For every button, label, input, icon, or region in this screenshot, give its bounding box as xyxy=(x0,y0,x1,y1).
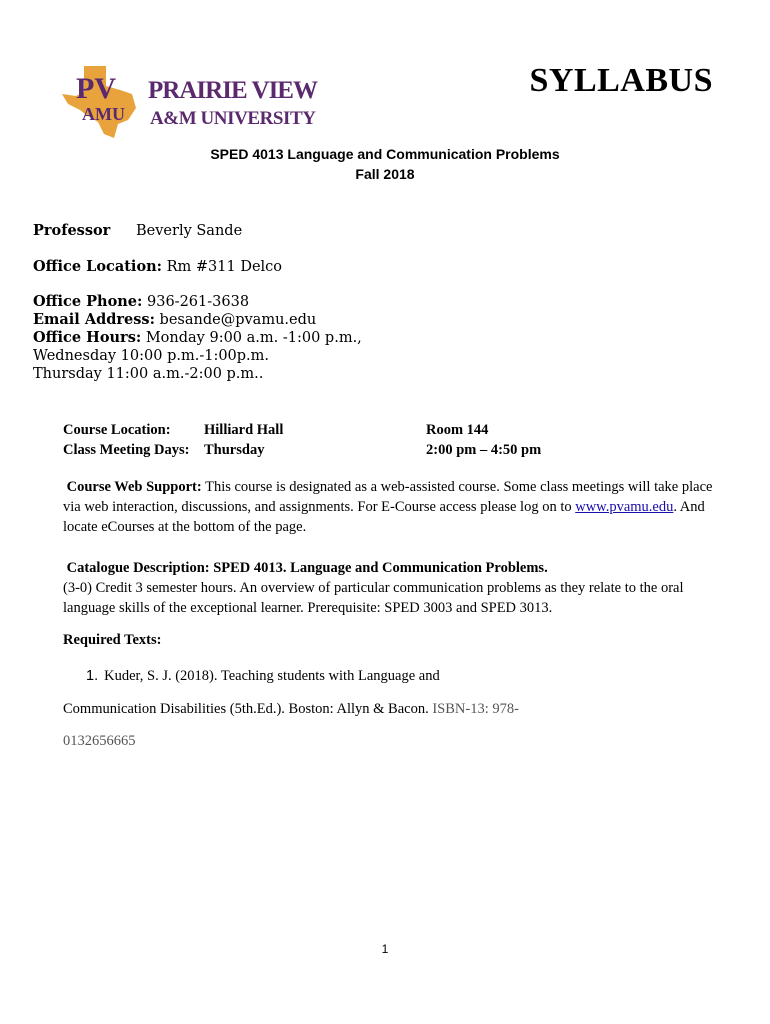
item-number: 1. xyxy=(86,668,99,684)
contact-block xyxy=(33,293,362,383)
required-text-line1-text: Kuder, S. J. (2018). Teaching students with Language and xyxy=(104,668,440,684)
svg-text:AMU: AMU xyxy=(82,104,125,124)
office-phone-row xyxy=(33,293,362,311)
course-info-table xyxy=(63,420,663,460)
professor-name: Beverly Sande xyxy=(136,223,243,239)
office-phone-value: 936-261-3638 xyxy=(147,294,250,310)
office-location-value: Rm #311 Delco xyxy=(166,259,283,275)
office-hours-line3: Thursday 11:00 a.m.-2:00 p.m.. xyxy=(33,366,264,382)
required-text-line1 xyxy=(86,668,440,685)
web-support-text2: . And locate eCourses at the bottom of the page. xyxy=(63,499,705,535)
office-phone-label: Office Phone: xyxy=(33,293,143,310)
term: Fall 2018 xyxy=(355,166,415,182)
office-hours-row xyxy=(33,329,362,347)
logo-line1: PRAIRIE VIEW xyxy=(148,77,318,104)
room-value: Room 144 xyxy=(426,422,489,438)
web-support-paragraph xyxy=(63,477,713,537)
course-title: SPED 4013 Language and Communication Problems xyxy=(210,146,560,162)
pvamu-link[interactable]: www.pvamu.edu xyxy=(575,499,674,515)
isbn-part2: 0132656665 xyxy=(63,733,136,749)
course-location-value: Hilliard Hall xyxy=(204,422,284,438)
professor-row xyxy=(33,222,242,239)
office-hours-line2: Wednesday 10:00 p.m.-1:00p.m. xyxy=(33,348,270,364)
email-value: besande@pvamu.edu xyxy=(159,312,317,328)
meeting-time-value: 2:00 pm – 4:50 pm xyxy=(426,442,542,458)
professor-label: Professor xyxy=(33,222,111,239)
logo-line2: A&M UNIVERSITY xyxy=(150,108,316,129)
web-support-text1: This course is designated as a web-assisted course. Some class meetings will take place via web interaction, discussions, and assignments. For E-Course access please log on to xyxy=(63,479,713,515)
meeting-days-label: Class Meeting Days: xyxy=(63,442,190,458)
office-hours-line1: Monday 9:00 a.m. -1:00 p.m., xyxy=(145,330,362,346)
page-number: 1 xyxy=(381,942,389,956)
required-texts-label: Required Texts: xyxy=(63,632,162,648)
office-location-label: Office Location: xyxy=(33,258,163,275)
email-row xyxy=(33,311,362,329)
catalogue-text: (3-0) Credit 3 semester hours. An overview of particular communication problems as they relate to the oral language skills of the exceptional learner. Prerequisite: SPED 3003 and SPED 3013. xyxy=(63,580,684,616)
catalogue-paragraph xyxy=(63,558,713,618)
web-support-label: Course Web Support: xyxy=(66,479,202,495)
meeting-days-value: Thursday xyxy=(204,442,265,458)
office-hours-label: Office Hours: xyxy=(33,329,142,346)
pvamu-logo xyxy=(62,64,324,140)
course-location-label: Course Location: xyxy=(63,422,171,438)
svg-text:PV: PV xyxy=(76,72,116,105)
required-text-line2 xyxy=(63,701,519,718)
email-label: Email Address: xyxy=(33,311,155,328)
catalogue-label: Catalogue Description: SPED 4013. Language and Communication Problems. xyxy=(66,560,548,576)
page-title: SYLLABUS xyxy=(529,62,713,99)
required-text-line2-text: Communication Disabilities (5th.Ed.). Boston: Allyn & Bacon. xyxy=(63,701,433,717)
office-location-row xyxy=(33,258,282,275)
isbn-part1: ISBN-13: 978- xyxy=(432,701,519,717)
